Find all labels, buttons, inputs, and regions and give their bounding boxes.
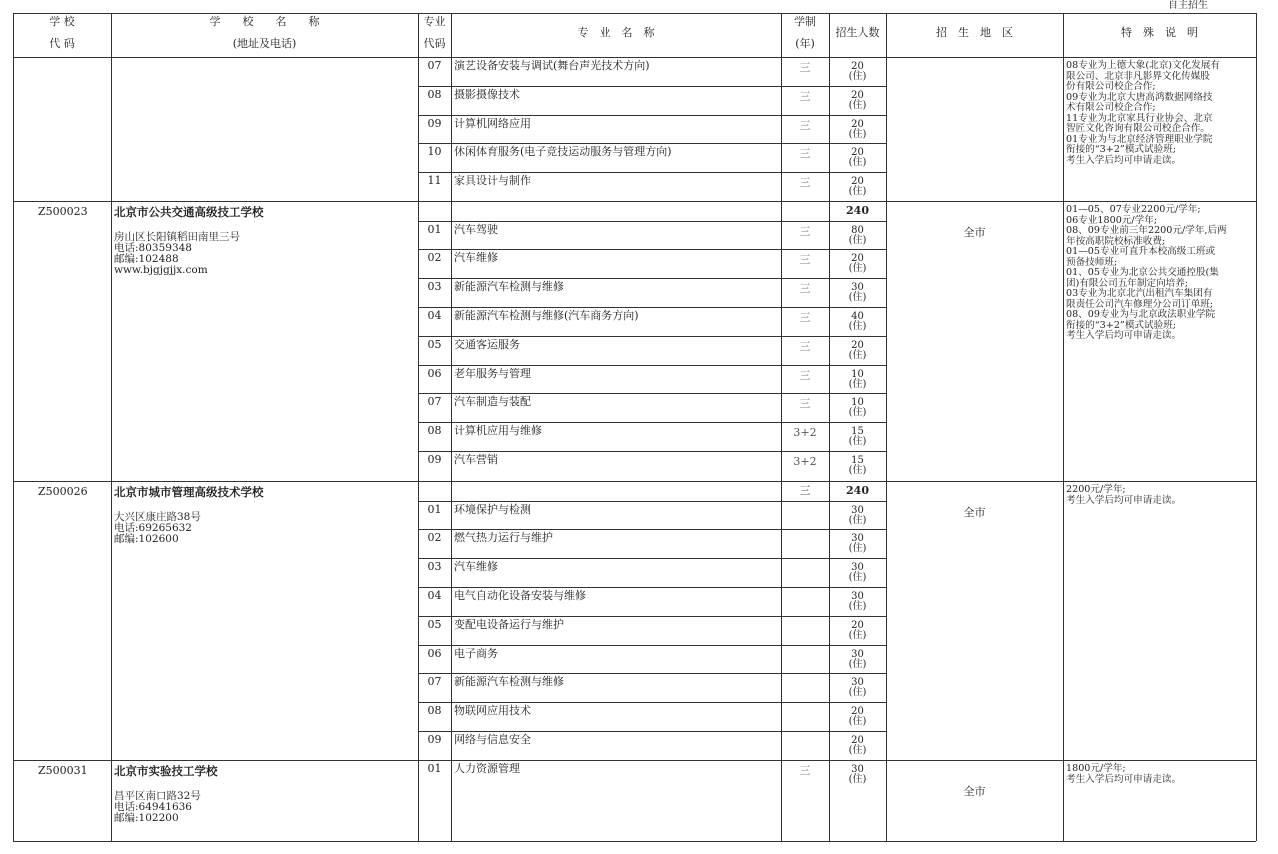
major-name: 汽车维修	[454, 560, 498, 574]
major-code: 09	[427, 732, 442, 746]
major-code: 03	[427, 280, 442, 294]
major-name: 交通客运服务	[454, 337, 520, 351]
major-count: 20	[851, 734, 864, 746]
major-board: (住)	[848, 687, 867, 699]
major-name: 燃气热力运行与维护	[454, 531, 553, 545]
major-years: 三	[799, 61, 811, 74]
major-board: (住)	[848, 378, 867, 390]
section-border	[13, 201, 1256, 202]
enrollment-region: 全市	[963, 785, 986, 798]
enrollment-total: 240	[846, 484, 869, 497]
header-major-code-line1: 专业	[423, 15, 446, 28]
major-years: 三	[799, 89, 811, 103]
column-border-1	[111, 13, 112, 841]
major-row-rule	[418, 336, 886, 337]
major-name: 演艺设备安装与调试(舞台声光技术方向)	[454, 59, 650, 72]
major-name: 变配电设备运行与维护	[454, 617, 564, 631]
section-border	[13, 57, 1256, 58]
major-name: 网络与信息安全	[454, 732, 531, 746]
major-name: 摄影摄像技术	[454, 87, 520, 101]
major-years: 三	[799, 147, 811, 161]
major-name: 电气自动化设备安装与维修	[454, 588, 586, 602]
column-border-8	[1256, 13, 1257, 841]
major-count: 30	[851, 562, 864, 574]
major-years: 三	[799, 118, 811, 132]
major-board: (住)	[848, 234, 867, 246]
major-row-rule	[418, 86, 886, 87]
header-years-line2: (年)	[795, 37, 815, 50]
major-name: 新能源汽车检测与维修(汽车商务方向)	[454, 308, 639, 322]
major-board: (住)	[848, 543, 867, 555]
major-board: (住)	[848, 320, 867, 332]
major-count: 30	[851, 590, 864, 602]
major-count: 20	[851, 253, 864, 265]
major-count: 20	[851, 706, 864, 718]
major-code: 11	[427, 174, 442, 188]
major-years: 三	[799, 764, 811, 777]
major-count: 30	[851, 677, 864, 689]
special-notes: 2200元/学年; 考生入学后均可申请走读。	[1066, 484, 1182, 506]
major-count: 30	[851, 533, 864, 545]
column-border-3	[451, 13, 452, 841]
major-board: (住)	[848, 99, 867, 111]
school-address: 大兴区康庄路38号 电话:69265632 邮编:102600	[114, 511, 201, 545]
total-years: 三	[799, 484, 811, 497]
section-border	[13, 760, 1256, 761]
major-count: 20	[851, 176, 864, 188]
major-code: 04	[427, 588, 442, 602]
major-name: 老年服务与管理	[454, 366, 531, 380]
major-code: 06	[427, 646, 442, 660]
header-years-line1: 学制	[794, 15, 816, 28]
school-address: 昌平区南口路32号 电话:64941636 邮编:102200	[114, 790, 201, 824]
header-notes: 特 殊 说 明	[1121, 26, 1198, 39]
special-notes: 1800元/学年; 考生入学后均可申请走读。	[1066, 763, 1182, 785]
major-name: 物联网应用技术	[454, 704, 531, 718]
major-row-rule	[418, 702, 886, 703]
major-count: 30	[851, 764, 864, 775]
table-top-border	[13, 13, 1256, 14]
major-row-rule	[418, 645, 886, 646]
major-count: 80	[851, 224, 864, 236]
major-name: 计算机应用与维修	[454, 424, 542, 438]
major-code: 09	[427, 452, 442, 466]
major-board: (住)	[848, 600, 867, 612]
major-row-rule	[418, 278, 886, 279]
major-count: 10	[851, 397, 864, 409]
enrollment-region: 全市	[963, 226, 986, 239]
major-years: 三	[799, 224, 811, 238]
major-board: (住)	[848, 128, 867, 140]
major-name: 电子商务	[454, 646, 498, 660]
major-row-rule	[418, 558, 886, 559]
special-notes: 01—05、07专业2200元/学年; 06专业1800元/学年; 08、09专业前三年2200元/学年,后两 年按高职院校标准收费; 01—05专业可直升本校高级工班或 预备技师班; 01、05专业为北京公共交通控股(集 团)有限公司五年制定向培养; 03专业为北京北汽出租汽车集团有 限责任公司汽车修理分公司订单班; 08、09专业为与北京政法职业学院 衔接的“3+2”模式试验班; 考生入学后均可申请走读。	[1066, 204, 1227, 341]
major-years: 三	[799, 339, 811, 353]
major-count: 15	[851, 454, 864, 466]
enrollment-total: 240	[846, 204, 869, 217]
major-name: 汽车维修	[454, 251, 498, 265]
school-name: 北京市城市管理高级技术学校	[114, 485, 264, 499]
major-name: 家具设计与制作	[454, 174, 531, 188]
major-board: (住)	[848, 629, 867, 641]
major-name: 休闲体育服务(电子竞技运动服务与管理方向)	[454, 145, 672, 159]
enrollment-region: 全市	[963, 506, 986, 519]
major-code: 02	[427, 531, 442, 545]
major-name: 汽车驾驶	[454, 222, 498, 236]
major-board: (住)	[848, 407, 867, 419]
major-row-rule	[418, 365, 886, 366]
major-code: 05	[427, 617, 442, 631]
major-code: 07	[427, 395, 442, 409]
major-code: 09	[427, 116, 442, 130]
major-years: 三	[799, 368, 811, 382]
major-years: 三	[799, 397, 811, 411]
column-border-0	[13, 13, 14, 841]
major-code: 10	[427, 145, 442, 159]
major-count: 10	[851, 368, 864, 380]
major-name: 人力资源管理	[454, 762, 520, 775]
major-count: 20	[851, 619, 864, 631]
major-name: 汽车制造与装配	[454, 395, 531, 409]
major-board: (住)	[848, 572, 867, 584]
major-row-rule	[418, 115, 886, 116]
header-major-name: 专 业 名 称	[577, 26, 655, 39]
major-board: (住)	[848, 292, 867, 304]
header-region: 招 生 地 区	[936, 26, 1013, 39]
header-major-code-line2: 代码	[423, 37, 446, 50]
total-row-rule	[418, 221, 886, 222]
major-row-rule	[418, 616, 886, 617]
school-address: 房山区长阳镇稻田南里三号 电话:80359348 邮编:102488 www.bjgjgjjx.com	[114, 231, 240, 276]
major-years: 3+2	[793, 426, 817, 440]
major-count: 20	[851, 118, 864, 130]
column-border-6	[886, 13, 887, 841]
major-years: 三	[799, 253, 811, 267]
major-board: (住)	[848, 71, 867, 82]
school-name: 北京市公共交通高级技工学校	[114, 205, 264, 219]
total-row-rule	[418, 501, 886, 502]
school-code: Z500026	[38, 485, 88, 498]
major-row-rule	[418, 587, 886, 588]
school-code: Z500031	[38, 764, 88, 777]
major-count: 30	[851, 504, 864, 516]
major-board: (住)	[848, 774, 867, 785]
major-board: (住)	[848, 157, 867, 169]
major-count: 20	[851, 147, 864, 159]
school-name: 北京市实验技工学校	[114, 764, 218, 778]
column-border-7	[1063, 13, 1064, 841]
major-name: 计算机网络应用	[454, 116, 531, 130]
major-code: 08	[427, 424, 442, 438]
major-board: (住)	[848, 658, 867, 670]
major-code: 06	[427, 366, 442, 380]
special-notes: 08专业为上德大象(北京)文化发展有 限公司、北京非凡影界文化传媒股 份有限公司校企合作; 09专业为北京大唐高鸿数据网络技 术有限公司校企合作; 11专业为北京家具行业协会、北京 智匠文化咨询有限公司校企合作。 01专业为与北京经济管理职业学院 衔接的“3+2”模式试验班; 考生入学后均可申请走读。	[1066, 60, 1221, 166]
major-name: 汽车营销	[454, 452, 498, 466]
header-school-code-line1: 学 校	[49, 15, 75, 28]
major-board: (住)	[848, 436, 867, 448]
major-code: 05	[427, 337, 442, 351]
major-name: 环境保护与检测	[454, 502, 531, 516]
header-school-code-line2: 代 码	[49, 37, 75, 50]
major-count: 30	[851, 648, 864, 660]
major-row-rule	[418, 731, 886, 732]
major-name: 新能源汽车检测与维修	[454, 675, 564, 689]
major-row-rule	[418, 307, 886, 308]
major-board: (住)	[848, 263, 867, 275]
major-code: 02	[427, 251, 442, 265]
major-years: 3+2	[793, 454, 817, 468]
major-count: 20	[851, 89, 864, 101]
major-board: (住)	[848, 716, 867, 728]
major-code: 04	[427, 308, 442, 322]
major-count: 20	[851, 61, 864, 72]
major-board: (住)	[848, 744, 867, 756]
major-board: (住)	[848, 464, 867, 476]
major-board: (住)	[848, 514, 867, 526]
header-count: 招生人数	[835, 26, 880, 39]
major-years: 三	[799, 310, 811, 324]
corner-label: 自主招生	[1168, 0, 1208, 11]
major-code: 01	[427, 762, 442, 775]
major-count: 20	[851, 339, 864, 351]
major-code: 08	[427, 87, 442, 101]
major-count: 30	[851, 282, 864, 294]
major-code: 03	[427, 560, 442, 574]
major-code: 01	[427, 222, 442, 236]
major-code: 07	[427, 59, 442, 72]
major-name: 新能源汽车检测与维修	[454, 280, 564, 294]
major-row-rule	[418, 451, 886, 452]
major-code: 08	[427, 704, 442, 718]
section-border	[13, 481, 1256, 482]
major-code: 01	[427, 502, 442, 516]
major-count: 40	[851, 310, 864, 322]
header-school-name-line1: 学 校 名 称	[209, 15, 320, 28]
major-board: (住)	[848, 186, 867, 198]
school-code: Z500023	[38, 205, 88, 218]
header-school-name-line2: (地址及电话)	[232, 37, 297, 50]
major-years: 三	[799, 282, 811, 296]
major-board: (住)	[848, 349, 867, 361]
major-code: 07	[427, 675, 442, 689]
major-row-rule	[418, 422, 886, 423]
major-years: 三	[799, 176, 811, 190]
major-count: 15	[851, 426, 864, 438]
